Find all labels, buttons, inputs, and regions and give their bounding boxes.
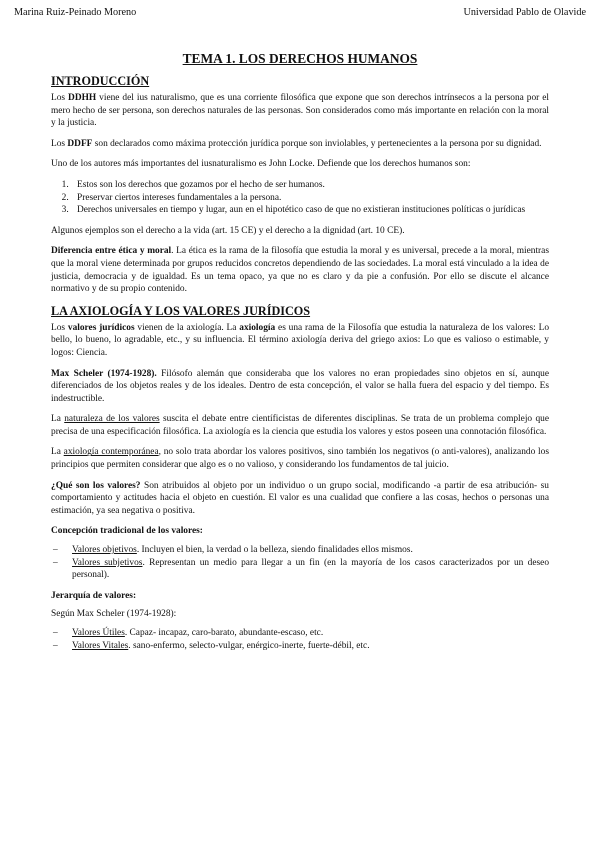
page-header: [14, 7, 586, 21]
list-item: 3. Derechos universales en tiempo y lugar, aun en el hipotético caso de que no existieran instituciones políticas o jurídicas: [71, 204, 549, 217]
paragraph-examples: Algunos ejemplos son el derecho a la vida (art. 15 CE) y el derecho a la dignidad (art. 10 CE).: [51, 225, 405, 236]
list-item: [51, 640, 549, 653]
term-objetivos: Valores objetivos: [72, 545, 137, 556]
paragraph-que-son-valores: [51, 480, 549, 518]
list-item: [51, 557, 549, 582]
text-run: suscita el debate entre científicistas de diferentes disciplinas. Se trata de un problema complejo que precisa de una especificación filosófica. La axiología es la ciencia que estudia los valores y estos poseen una connotación filosófica.: [51, 414, 549, 437]
paragraph-locke: Uno de los autores más importantes del iusnaturalismo es John Locke. Defiende que los derechos humanos son:: [51, 159, 471, 170]
document-body: [51, 46, 549, 660]
paragraph-segun-scheler: Según Max Scheler (1974-1928):: [51, 609, 177, 620]
paragraph-ddff: [51, 138, 549, 151]
concepcion-list: [51, 544, 549, 582]
paragraph-ddhh: [51, 92, 549, 130]
paragraph-valores-juridicos: [51, 322, 549, 360]
list-item: [51, 627, 549, 640]
author-name: Marina Ruiz-Peinado Moreno: [14, 7, 137, 18]
text-run: Los: [51, 93, 69, 103]
jerarquia-list: [51, 627, 549, 652]
term-axiologia: axiología: [239, 322, 276, 333]
term-naturaleza: naturaleza de los valores: [64, 414, 160, 425]
term-contemporanea: axiología contemporánea: [63, 447, 159, 458]
subheading-jerarquia: [51, 590, 549, 603]
term-ddff: DDFF: [67, 138, 93, 149]
term-valores-juridicos: valores jurídicos: [67, 322, 135, 333]
term-etica-moral: Diferencia entre ética y moral: [51, 246, 172, 257]
text-run: Son atribuidos al objeto por un individuo o un grupo social, modificando -a partir de esa atribución- su comportamiento y actitudes hacia el objeto en cuestión. El valor es una cualidad que confiere a las cosas, hechos o personas una estimación, ya sea negativa o positiva.: [51, 480, 549, 516]
page-title: TEMA 1. LOS DERECHOS HUMANOS: [182, 51, 418, 66]
term-ddhh: DDHH: [68, 93, 97, 103]
text-run: Concepción tradicional de los valores:: [51, 526, 203, 537]
text-run: . sano-enfermo, selecto-vulgar, enérgico-inerte, fuerte-débil, etc.: [128, 640, 370, 651]
university-name: Universidad Pablo de Olavide: [463, 7, 586, 18]
dash-bullet-icon: –: [53, 545, 58, 556]
list-item: [51, 544, 549, 557]
list-item: 1. Estos son los derechos que gozamos por el hecho de ser humanos.: [71, 179, 549, 192]
text-run: . Capaz- incapaz, caro-barato, abundante-escaso, etc.: [124, 628, 324, 638]
text-run: Los: [51, 138, 68, 149]
term-vitales: Valores Vitales: [72, 640, 129, 651]
text-run: La: [51, 414, 65, 425]
term-max-scheler: Max Scheler (1974-1928).: [51, 368, 157, 379]
text-run: son declarados como máxima protección jurídica porque son inviolables, y pertenecientes a la persona por su dignidad.: [92, 138, 542, 149]
text-run: . La ética es la rama de la filosofía que estudia la moral y es universal, precede a la moral, mientras que la moral viene determinada por grupos reducidos concretos dependiendo de las sociedades. La moral está vinculado a la idea de justicia, democracia y de igualdad. Es un tema opaco, ya que no es claro y da pie a confusión. Por ello se discute el alcance normativo y de su propio contenido.: [51, 246, 549, 295]
dash-bullet-icon: –: [53, 628, 58, 638]
text-run: Jerarquía de valores:: [51, 590, 137, 601]
term-subjetivos: Valores subjetivos: [72, 557, 143, 568]
text-run: La: [51, 447, 64, 458]
text-run: viene del ius naturalismo, que es una corriente filosófica que expone que son derechos intrínsecos a la persona por el mero hecho de ser persona, son derechos naturales de las personas. Son considerados como más importante en relación con la moral y la justicia.: [51, 93, 550, 129]
paragraph-etica-moral: [51, 245, 549, 295]
dash-bullet-icon: –: [53, 557, 58, 568]
paragraph-contemporanea: [51, 446, 549, 471]
subheading-concepcion: [51, 525, 549, 538]
text-run: . Representan un medio para llegar a un fin (en la mayoría de los casos caracterizados por un deseo personal).: [72, 557, 550, 581]
text-run: Los: [51, 322, 68, 333]
paragraph-max-scheler: [51, 368, 549, 406]
text-run: , no solo trata abordar los valores positivos, sino también los negativos (o anti-valores), analizando los principios que permiten considerar que algo es o no valioso, y considerando los fundamentos de tal juicio.: [51, 447, 549, 471]
term-utiles: Valores Útiles: [72, 628, 125, 638]
text-run: vienen de la axiología. La: [134, 322, 240, 333]
dash-bullet-icon: –: [53, 640, 58, 651]
text-run: . Incluyen el bien, la verdad o la belleza, siendo finalidades ellos mismos.: [136, 545, 413, 556]
text-run: es una rama de la Filosofía que estudia la naturaleza de los valores: Lo bello, lo bueno, lo agradable, etc., y su influencia. El término axiología deriva del griego axios: Lo que es valioso o estimable, y logos: Ciencia.: [51, 322, 550, 358]
term-que-son-valores: ¿Qué son los valores?: [51, 480, 141, 491]
text-run: Filósofo alemán que consideraba que los valores no eran propiedades sino objetos en sí, aunque diferenciados de los objetos reales y de los ideales. Dentro de esta concepción, el valor se halla fuera del espacio y del tiempo. Es indestructible.: [51, 368, 549, 404]
paragraph-naturaleza: [51, 413, 549, 438]
section-heading-axiologia: LA AXIOLOGÍA Y LOS VALORES JURÍDICOS: [51, 303, 311, 318]
list-item: 2. Preservar ciertos intereses fundamentales a la persona.: [71, 192, 549, 205]
locke-rights-list: [51, 179, 549, 217]
section-heading-introduccion: INTRODUCCIÓN: [51, 74, 150, 88]
